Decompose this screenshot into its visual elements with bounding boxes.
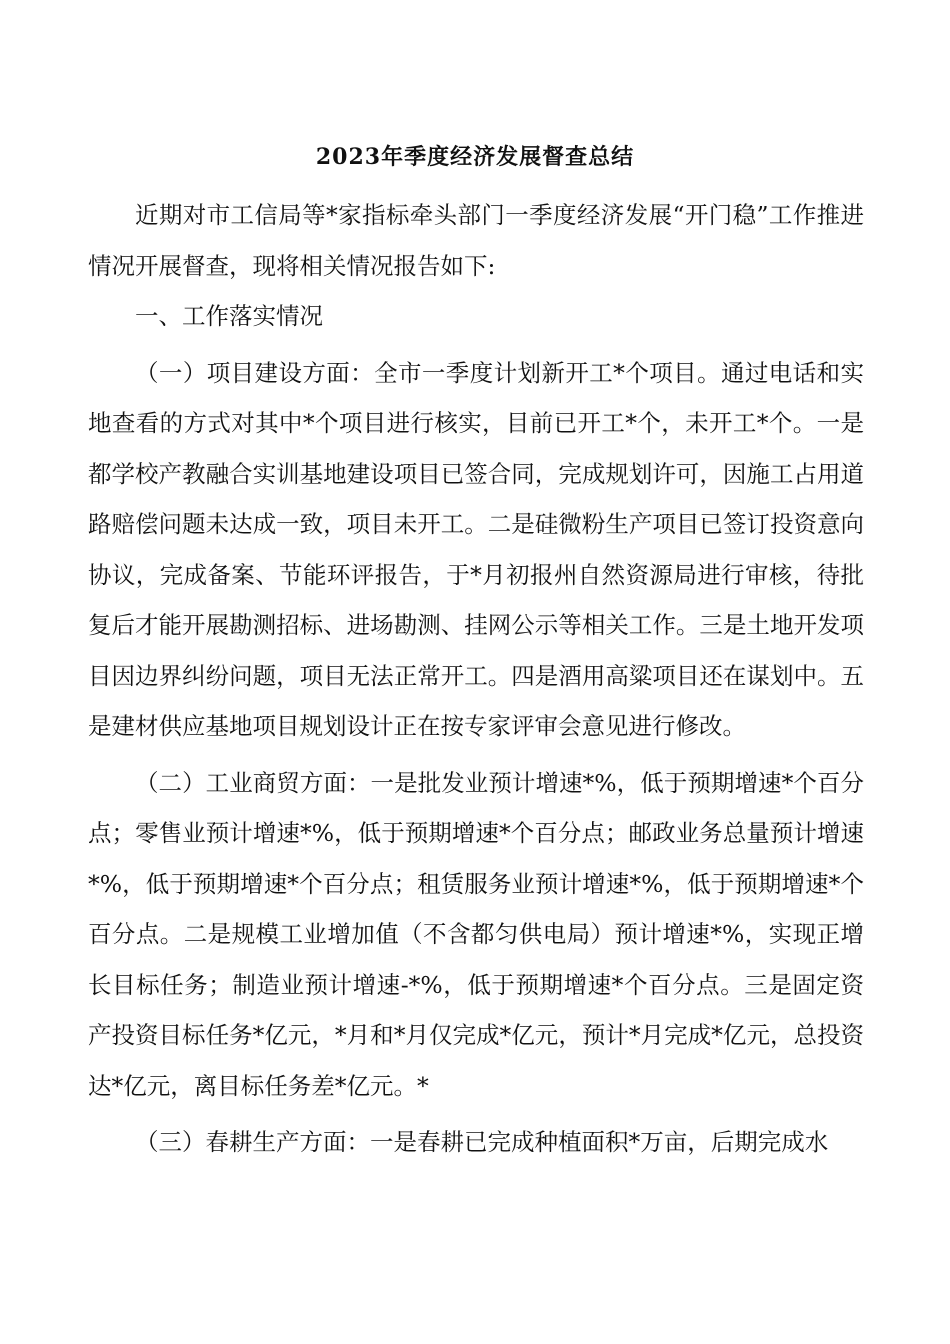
paragraph-industry-commerce: （二）工业商贸方面：一是批发业预计增速*%，低于预期增速*个百分点；零售业预计增速*%，低于预期增速*个百分点；邮政业务总量预计增速*%，低于预期增速*个百分点；租赁服务业预计增速*%，低于预期增速*个百分点。二是规模工业增加值（不含都匀供电局）预计增速*%，实现正增长目标任务；制造业预计增速-*%，低于预期增速*个百分点。三是固定资产投资目标任务*亿元，*月和*月仅完成*亿元，预计*月完成*亿元，总投资达*亿元，离目标任务差*亿元。* <box>88 768 864 1100</box>
document-title: 2023年季度经济发展督查总结 <box>315 144 635 170</box>
document-body <box>88 190 864 1168</box>
intro-paragraph: 近期对市工信局等*家指标牵头部门一季度经济发展“开门稳”工作推进情况开展督查，现将相关情况报告如下: <box>88 201 864 280</box>
paragraph-project-construction: （一）项目建设方面：全市一季度计划新开工*个项目。通过电话和实地查看的方式对其中*个项目进行核实，目前已开工*个，未开工*个。一是都学校产教融合实训基地建设项目已签合同，完成规划许可，因施工占用道路赔偿问题未达成一致，项目未开工。二是硅微粉生产项目已签订投资意向协议，完成备案、节能环评报告，于*月初报州自然资源局进行审核，待批复后才能开展勘测招标、进场勘测、挂网公示等相关工作。三是土地开发项目因边界纠纷问题，项目无法正常开工。四是酒用高粱项目还在谋划中。五是建材供应基地项目规划设计正在按专家评审会意见进行修改。 <box>88 358 864 740</box>
section-heading: 一、工作落实情况 <box>135 302 323 330</box>
paragraph-spring-plowing: （三）春耕生产方面：一是春耕已完成种植面积*万亩，后期完成水 <box>135 1128 829 1156</box>
